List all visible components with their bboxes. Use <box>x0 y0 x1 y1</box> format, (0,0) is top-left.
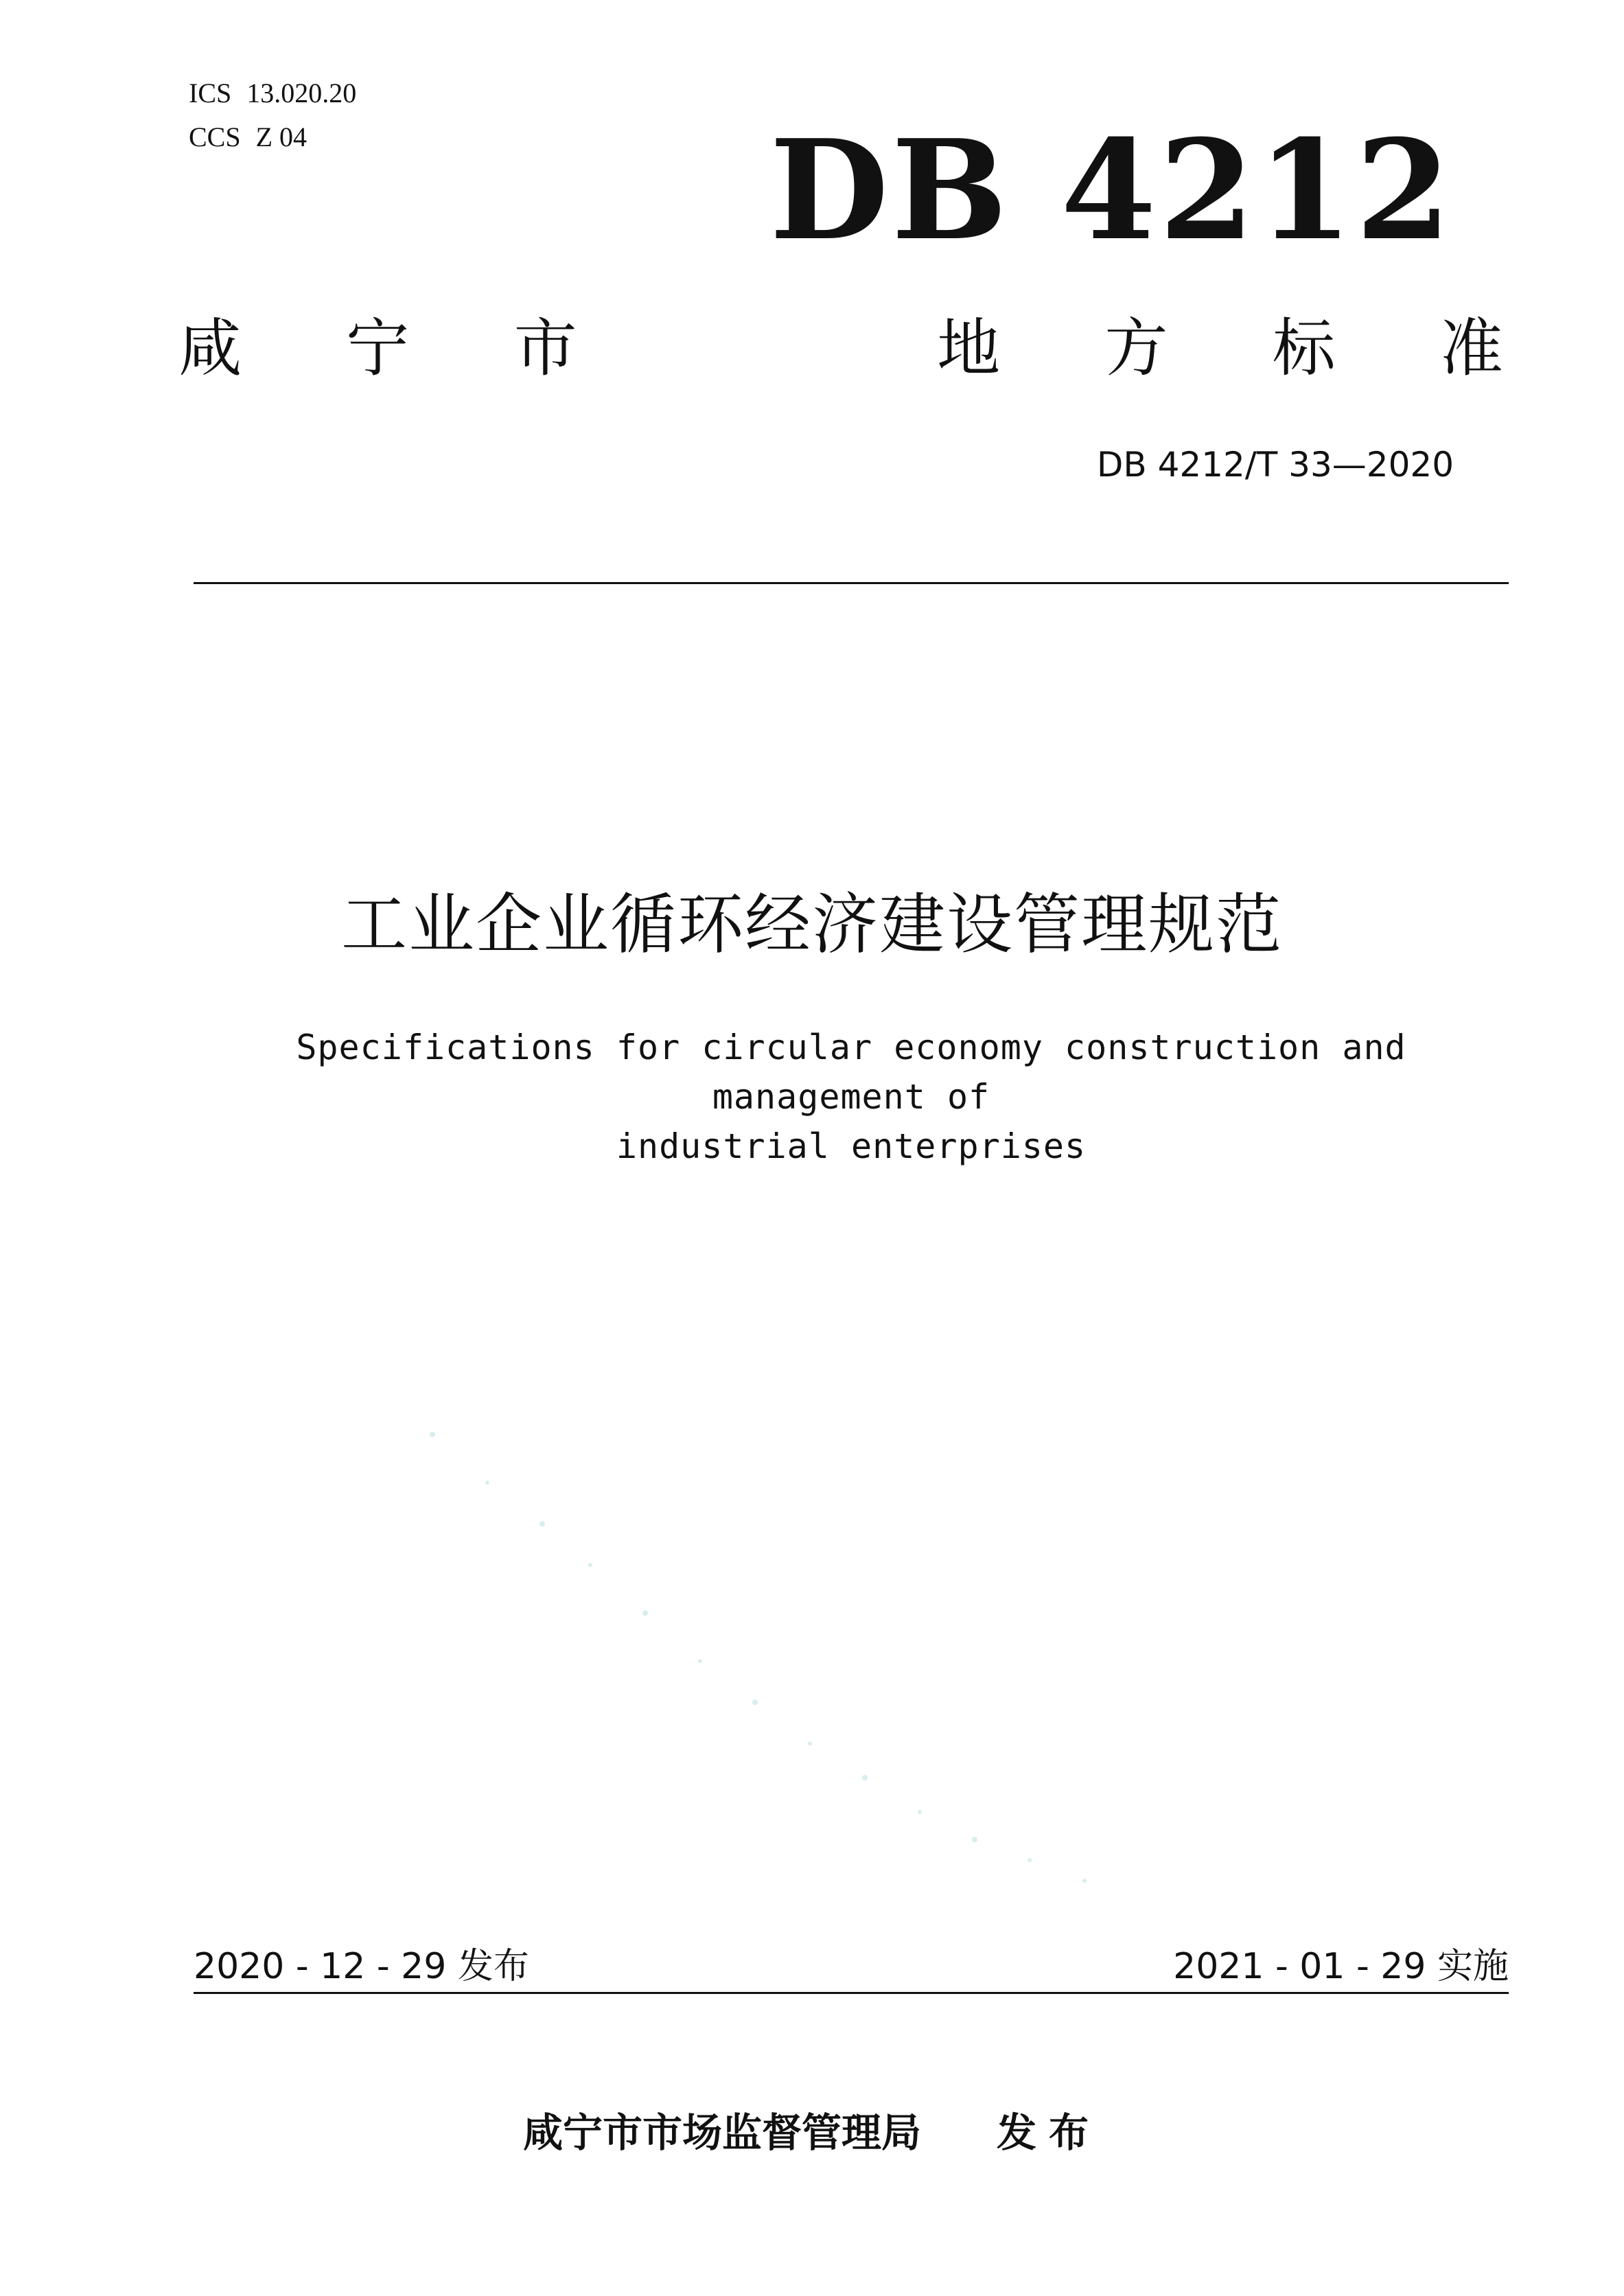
document-title-chinese: 工业企业循环经济建设管理规范 <box>341 886 1283 963</box>
faint-watermark-dots <box>412 1407 1236 1888</box>
publisher-line <box>0 2100 1624 2158</box>
bottom-divider <box>194 1992 1509 1994</box>
standard-type-char: 宁 <box>346 312 410 385</box>
standard-type-char: 标 <box>1272 312 1336 385</box>
publisher-name: 咸宁市市场监督管理局 <box>522 2109 921 2156</box>
standard-type-char: 咸 <box>178 312 242 385</box>
ics-label: ICS <box>189 78 232 108</box>
issue-date: 2020 - 12 - 29 发布 <box>194 1946 529 1987</box>
english-title-line: Specifications for circular economy construction and management of <box>296 1028 1406 1117</box>
publisher-suffix: 发布 <box>997 2109 1102 2156</box>
implementation-date: 2021 - 01 - 29 实施 <box>1173 1946 1509 1987</box>
standard-type-heading <box>178 312 1503 385</box>
standard-number: DB 4212/T 33—2020 <box>1096 445 1454 485</box>
ccs-code: Z 04 <box>255 121 308 152</box>
standard-type-char: 市 <box>513 312 577 385</box>
standard-type-char: 准 <box>1439 312 1503 385</box>
top-divider <box>194 582 1509 584</box>
standard-type-gap <box>682 317 833 380</box>
ccs-classification <box>189 121 307 153</box>
standard-type-char: 地 <box>937 312 1001 385</box>
ccs-label: CCS <box>189 121 241 152</box>
document-title-english <box>206 1023 1496 1171</box>
english-title-line: industrial enterprises <box>616 1126 1087 1166</box>
standard-type-char: 方 <box>1104 312 1168 385</box>
ics-code: 13.020.20 <box>246 78 357 108</box>
db-code-mark: DB 4212 <box>769 110 1454 271</box>
ics-classification <box>189 77 356 109</box>
